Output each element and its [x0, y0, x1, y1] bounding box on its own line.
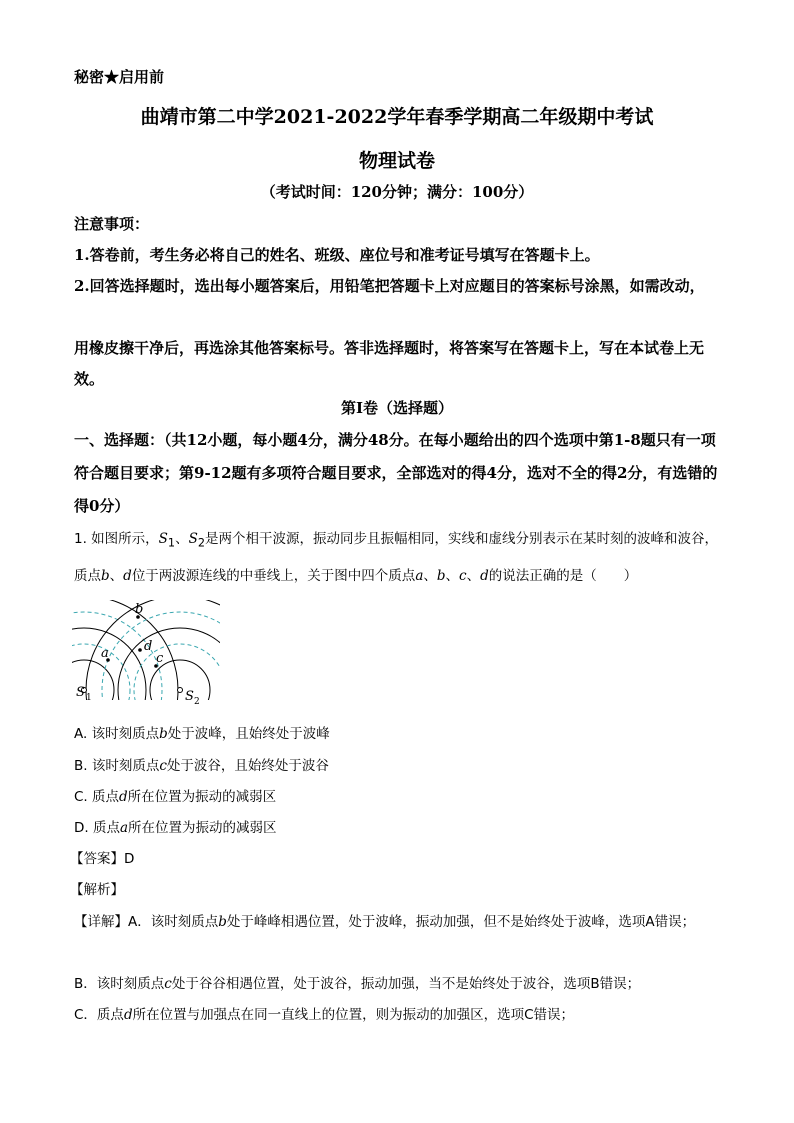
- s2-subscript: 2: [197, 536, 206, 550]
- s2-symbol: S: [188, 531, 198, 547]
- part-intro: 一、选择题：（共12小题，每小题4分，满分48分。在每小题给出的四个选项中第1-8题只有一项符合题目要求；第9-12题有多项符合题目要求，全部选对的得4分，选对不全的得2分，有选错的得0分）: [74, 431, 718, 515]
- stem-part-a: 1. 如图所示，: [74, 531, 159, 547]
- s1-crest-1: [72, 660, 114, 708]
- stem-sep2: 、: [109, 567, 124, 584]
- label-s2: S: [185, 689, 194, 704]
- explanation-c: C．质点d所在位置与加强点在同一直线上的位置，则为振动的加强区，选项C错误；: [74, 1007, 575, 1023]
- list-var-c: c: [459, 567, 467, 584]
- stem-part-d: 的说法正确的是（ ）: [488, 567, 638, 584]
- stem-part-b: 是两个相干波源，振动同步且振幅相同，实线和虚线分别表示在某时刻的波峰和波谷，质点: [74, 531, 719, 584]
- label-a: a: [101, 646, 109, 661]
- label-d: d: [144, 639, 153, 654]
- label-s1: S: [76, 685, 85, 700]
- wave-interference-figure: [72, 600, 220, 708]
- s2-crest-1: [150, 660, 210, 708]
- list-var-d: d: [480, 567, 489, 584]
- point-d-marker: [138, 648, 142, 652]
- label-c: c: [156, 651, 164, 666]
- answer-label: 【答案】: [70, 851, 124, 867]
- question-1-stem: [74, 523, 726, 593]
- option-b: B. 该时刻质点c处于波谷，且始终处于波谷: [74, 758, 329, 774]
- exam-info: （考试时间：120分钟；满分：100分）: [260, 183, 534, 201]
- label-s2-sub: 2: [194, 697, 200, 707]
- option-d: D. 质点a所在位置为振动的减弱区: [74, 820, 277, 836]
- explanation-b: B．该时刻质点c处于谷谷相遇位置，处于波谷，振动加强，当不是始终处于波谷，选项B错误；: [74, 976, 641, 992]
- answer-line: [70, 847, 134, 867]
- source-s2-marker: [178, 688, 183, 693]
- notes-heading: 注意事项：: [74, 215, 150, 233]
- s2-crest-2: [118, 628, 220, 708]
- option-a: A. 该时刻质点b处于波峰，且始终处于波峰: [74, 726, 330, 742]
- label-s1-sub: 1: [86, 693, 92, 703]
- answer-value: D: [124, 851, 135, 867]
- label-b: b: [135, 602, 144, 617]
- exam-title: 曲靖市第二中学2021-2022学年春季学期高二年级期中考试: [140, 106, 654, 128]
- list-sep-2: 、: [445, 567, 460, 584]
- note-item-3: 用橡皮擦干净后，再选涂其他答案标号。答非选择题时，将答案写在答题卡上，写在本试卷上无效。: [74, 339, 705, 388]
- section-title: 第Ⅰ卷（选择题）: [340, 399, 454, 417]
- subject-title: 物理试卷: [358, 150, 435, 172]
- list-sep-1: 、: [423, 567, 437, 584]
- s1-symbol: S: [158, 531, 168, 547]
- note-item-2: 2.回答选择题时，选出每小题答案后，用铅笔把答题卡上对应题目的答案标号涂黑，如需改动，: [74, 277, 705, 295]
- analysis-label: 【解析】: [70, 882, 124, 898]
- option-c: C. 质点d所在位置为振动的减弱区: [74, 789, 277, 805]
- s1-subscript: 1: [167, 536, 176, 550]
- list-var-a: a: [415, 567, 424, 584]
- secret-label: 秘密★启用前: [74, 68, 165, 86]
- stem-sep: 、: [175, 531, 189, 547]
- list-sep-3: 、: [466, 567, 481, 584]
- list-var-b: b: [436, 567, 446, 584]
- stem-var-d: d: [123, 567, 132, 584]
- note-item-1: 1.答卷前，考生务必将自己的姓名、班级、座位号和准考证号填写在答题卡上。: [74, 246, 600, 264]
- explanation-a: 【详解】A．该时刻质点b处于峰峰相遇位置，处于波峰，振动加强，但不是始终处于波峰，选项A错误；: [74, 914, 696, 930]
- stem-var-b: b: [101, 567, 110, 584]
- stem-part-c: 位于两波源连线的中垂线上，关于图中四个质点: [131, 567, 416, 584]
